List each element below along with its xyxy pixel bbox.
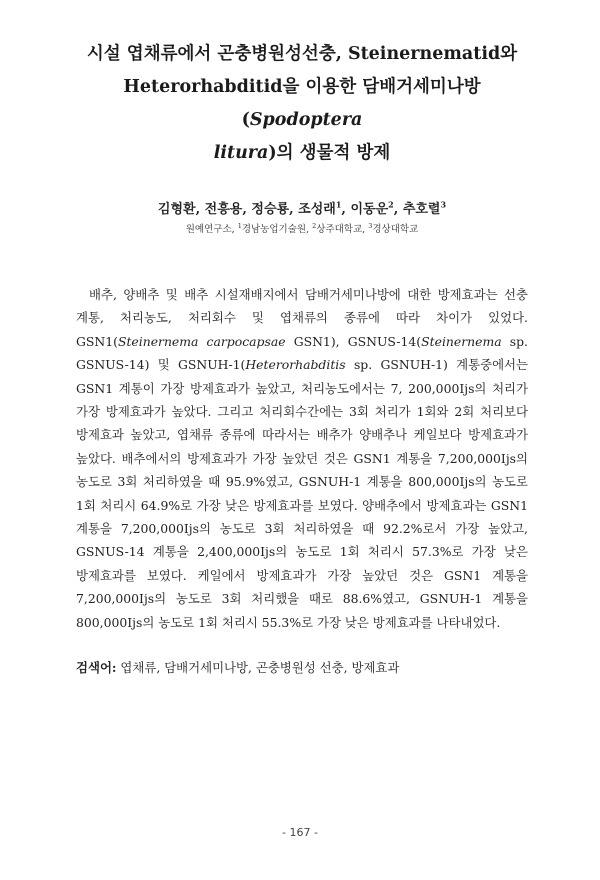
page-number: - 167 - — [282, 826, 318, 839]
author: 정승룡 — [251, 202, 290, 217]
keywords-label: 검색어: — [76, 660, 117, 676]
title-line-2: Heterorhabditid을 이용한 담배거세미나방(Spodoptera — [123, 77, 481, 130]
author: 추호렬$^3$ — [402, 199, 447, 217]
affiliation: 원예연구소 — [185, 224, 232, 235]
keywords — [76, 658, 528, 678]
author: 김형환 — [157, 202, 196, 217]
author-list: 김형환, 전흥용, 정승룡, 조성래$^1$, 이동운$^2$, 추호렬$^3$ — [157, 199, 447, 217]
affiliation-list: 원예연구소, $^1$경남농업기술원, $^2$상주대학교, $^3$경상대학교 — [185, 221, 419, 235]
keywords-text: 엽채류, 담배거세미나방, 곤충병원성 선충, 방제효과 — [116, 660, 400, 676]
affiliation: $^1$경남농업기술원 — [237, 221, 307, 235]
affiliation: $^3$경상대학교 — [368, 221, 419, 235]
author: 조성래$^1$ — [298, 199, 342, 217]
abstract-paragraph: 배추, 양배추 및 배추 시설재배지에서 담배거세미나방에 대한 방제효과는 선충 계통, 처리농도, 처리회수 및 엽채류의 종류에 따라 차이가 있었다. GSN1(Steinernema carpocapsae GSN1), GSNUS-14(Steinernema sp. GSNUS-14) 및 GSNUH-1(Heterorhabditis sp. GSNUH-1) 계통중에서는 GSN1 계통이 가장 방제효과가 높았고, 처리농도에서는 7, 200,000Ijs의 처리가 가장 방제효과가 높았다. 그리고 처리회수간에는 3회 처리가 1회와 2회 처리보다 방제효과 높았고, 엽채류 종류에 따라서는 배추가 양배추나 케일보다 방제효과가 높았다. 배추에서의 방제효과가 가장 높았던 것은 GSN1 계통을 7,200,000Ijs의 농도로 3회 처리하였을 때 95.9%였고, GSNUH-1 계통을 800,000Ijs의 농도로 1회 처리시 64.9%로 가장 낮은 방제효과를 보였다. 양배추에서 방제효과는 GSN1 계통을 7,200,000Ijs의 농도로 3회 처리하였을 때 92.2%로서 가장 높았고, GSNUS-14 계통을 2,400,000Ijs의 농도로 1회 처리시 57.3%로 가장 낮은 방제효과를 보였다. 케일에서 방제효과가 가장 높았던 것은 GSN1 계통을 7,200,000Ijs의 농도로 3회 처리했을 때로 88.6%였고, GSNUH-1 계통을 800,000Ijs의 농도로 1회 처리시 55.3%로 가장 낮은 방제효과를 나타내었다. — [76, 287, 528, 630]
title-line-3: litura)의 생물적 방제 — [213, 143, 391, 163]
author: 이동운$^2$ — [350, 199, 394, 217]
paper-title — [76, 38, 528, 170]
title-line-1: 시설 엽채류에서 곤충병원성선충, Steinernematid와 — [86, 44, 518, 64]
affiliation: $^2$상주대학교 — [312, 221, 363, 235]
author: 전흥용 — [204, 202, 243, 217]
